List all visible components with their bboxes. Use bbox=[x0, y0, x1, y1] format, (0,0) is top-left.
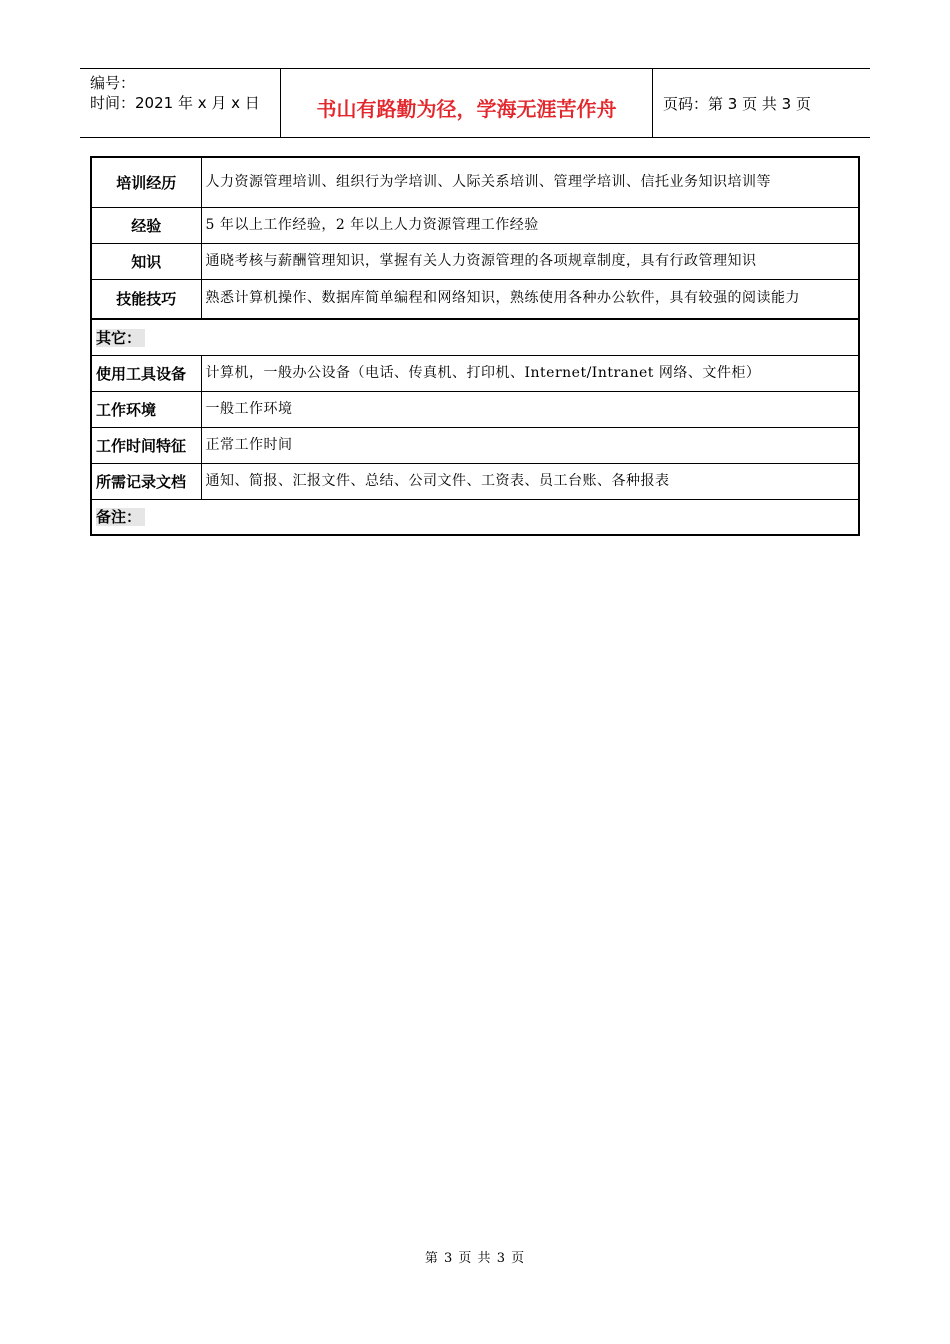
page-header bbox=[80, 68, 870, 138]
row-label: 工作时间特征 bbox=[91, 427, 201, 463]
row-label: 工作环境 bbox=[91, 391, 201, 427]
row-label: 使用工具设备 bbox=[91, 355, 201, 391]
table-row bbox=[91, 391, 859, 427]
row-label: 所需记录文档 bbox=[91, 463, 201, 499]
row-label: 培训经历 bbox=[91, 157, 201, 207]
row-label: 知识 bbox=[91, 243, 201, 279]
section-remarks-label: 备注： bbox=[96, 508, 145, 526]
section-remarks bbox=[91, 499, 859, 535]
header-meta bbox=[80, 69, 281, 137]
page-footer: 第 3 页 共 3 页 bbox=[424, 1251, 526, 1266]
section-other bbox=[91, 319, 859, 355]
row-value: 一般工作环境 bbox=[201, 391, 859, 427]
section-other-label: 其它： bbox=[96, 329, 145, 347]
table-row bbox=[91, 207, 859, 243]
table-row bbox=[91, 355, 859, 391]
row-value: 正常工作时间 bbox=[201, 427, 859, 463]
table-row bbox=[91, 157, 859, 207]
row-label: 技能技巧 bbox=[91, 279, 201, 319]
row-value: 通晓考核与薪酬管理知识，掌握有关人力资源管理的各项规章制度，具有行政管理知识 bbox=[201, 243, 859, 279]
row-value: 人力资源管理培训、组织行为学培训、人际关系培训、管理学培训、信托业务知识培训等 bbox=[201, 157, 859, 207]
row-value: 5 年以上工作经验，2 年以上人力资源管理工作经验 bbox=[201, 207, 859, 243]
row-value: 计算机，一般办公设备（电话、传真机、打印机、Internet/Intranet 网络、文件柜） bbox=[201, 355, 859, 391]
row-value: 通知、简报、汇报文件、总结、公司文件、工资表、员工台账、各种报表 bbox=[201, 463, 859, 499]
table-row bbox=[91, 243, 859, 279]
document-date: 时间：2021 年 x 月 x 日 bbox=[90, 94, 260, 112]
table-row bbox=[91, 427, 859, 463]
row-label: 经验 bbox=[91, 207, 201, 243]
row-value: 熟悉计算机操作、数据库简单编程和网络知识，熟练使用各种办公软件，具有较强的阅读能力 bbox=[201, 279, 859, 319]
header-motto: 书山有路勤为径，学海无涯苦作舟 bbox=[281, 69, 653, 137]
table-row bbox=[91, 463, 859, 499]
job-description-table bbox=[90, 156, 860, 536]
table-row bbox=[91, 279, 859, 319]
header-page-info: 页码：第 3 页 共 3 页 bbox=[663, 94, 811, 113]
document-number-label: 编号： bbox=[90, 74, 136, 92]
